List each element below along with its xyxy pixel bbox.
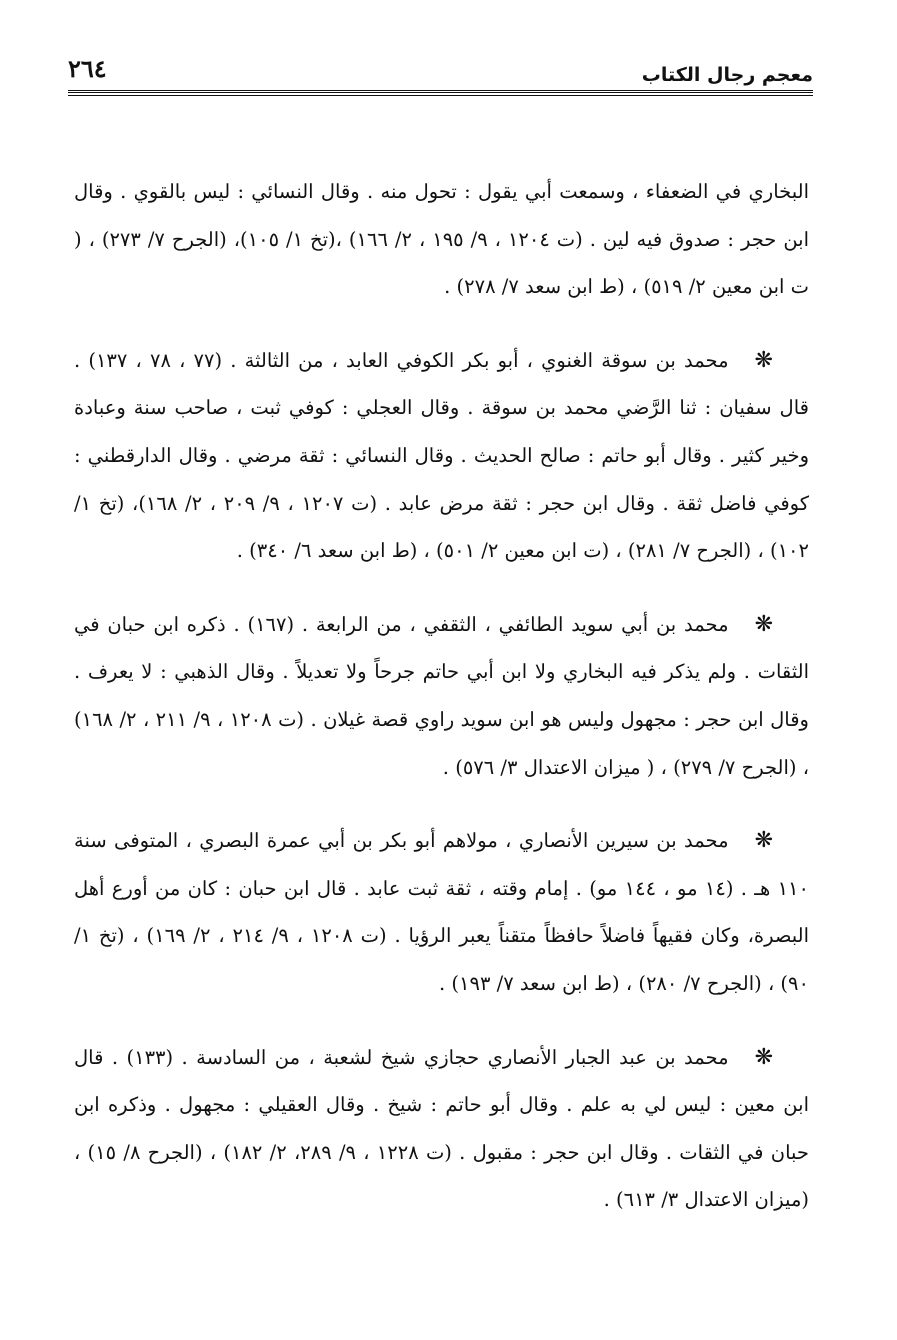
running-header — [68, 54, 813, 94]
entry-star-icon: ❋ — [754, 1044, 773, 1070]
paragraph-text: محمد بن سيرين الأنصاري ، مولاهم أبو بكر بن أبي عمرة البصري ، المتوفى سنة ١١٠ هـ . (١٤ مو ، ١٤٤ مو) . إمام وقته ، ثقة ثبت عابد . قال ابن حبان : كان من أورع أهل البصرة، وكان فقيهاً فاضلاً حافظاً متقناً يعبر الرؤيا . (ت ١٢٠٨ ، ٩/ ٢١٤ ، ٢/ ١٦٩) ، (تخ ١/ ٩٠) ، (الجرح ٧/ ٢٨٠) ، (ط ابن سعد ٧/ ١٩٣) . — [74, 829, 809, 995]
entry-muhammad-ibn-sirin — [74, 817, 809, 1007]
paragraph-text: محمد بن أبي سويد الطائفي ، الثقفي ، من الرابعة . (١٦٧) . ذكره ابن حبان في الثقات . ولم يذكر فيه البخاري ولا ابن أبي حاتم جرحاً ولا تعديلاً . وقال الذهبي : لا يعرف . وقال ابن حجر : مجهول وليس هو ابن سويد راوي قصة غيلان . (ت ١٢٠٨ ، ٩/ ٢١١ ، ٢/ ١٦٨) ، (الجرح ٧/ ٢٧٩) ، ( ميزان الاعتدال ٣/ ٥٧٦) . — [74, 612, 809, 779]
page-body — [74, 168, 809, 1250]
paragraph-continuation — [74, 168, 809, 311]
paragraph-text: محمد بن عبد الجبار الأنصاري حجازي شيخ لشعبة ، من السادسة . (١٣٣) . قال ابن معين : ليس لي به علم . وقال أبو حاتم : شيخ . وقال العقيلي : مجهول . وذكره ابن حبان في الثقات . وقال ابن حجر : مقبول . (ت ١٢٢٨ ، ٩/ ٢٨٩، ٢/ ١٨٢) ، (الجرح ٨/ ١٥) ، (ميزان الاعتدال ٣/ ٦١٣) . — [74, 1045, 809, 1212]
entry-star-icon: ❋ — [754, 828, 773, 854]
header-rule — [68, 90, 813, 96]
paragraph-text: محمد بن سوقة الغنوي ، أبو بكر الكوفي العابد ، من الثالثة . (٧٧ ، ٧٨ ، ١٣٧) . قال سفيان : ثنا الرَّضي محمد بن سوقة . وقال العجلي : كوفي ثبت ، صاحب سنة وعبادة وخير كثير . وقال أبو حاتم : صالح الحديث . وقال النسائي : ثقة مرضي . وقال الدارقطني : كوفي فاضل ثقة . وقال ابن حجر : ثقة مرض عابد . (ت ١٢٠٧ ، ٩/ ٢٠٩ ، ٢/ ١٦٨)، (تخ ١/ ١٠٢) ، (الجرح ٧/ ٢٨١) ، (ت ابن معين ٢/ ٥٠١) ، (ط ابن سعد ٦/ ٣٤٠) . — [74, 348, 809, 563]
paragraph-text: البخاري في الضعفاء ، وسمعت أبي يقول : تحول منه . وقال النسائي : ليس بالقوي . وقال ابن حجر : صدوق فيه لين . (ت ١٢٠٤ ، ٩/ ١٩٥ ، ٢/ ١٦٦) ،(تخ ١/ ١٠٥)، (الجرح ٧/ ٢٧٣) ، ( ت ابن معين ٢/ ٥١٩) ، (ط ابن سعد ٧/ ٢٧٨) . — [74, 180, 810, 299]
entry-star-icon: ❋ — [754, 347, 773, 373]
book-title: معجم رجال الكتاب — [641, 64, 813, 86]
entry-muhammad-ibn-abi-suwayd — [74, 601, 809, 791]
entry-muhammad-ibn-suqa — [74, 337, 809, 575]
page-number: ٢٦٤ — [68, 54, 107, 83]
entry-muhammad-ibn-abd-al-jabbar — [74, 1034, 809, 1224]
entry-star-icon: ❋ — [754, 611, 773, 637]
